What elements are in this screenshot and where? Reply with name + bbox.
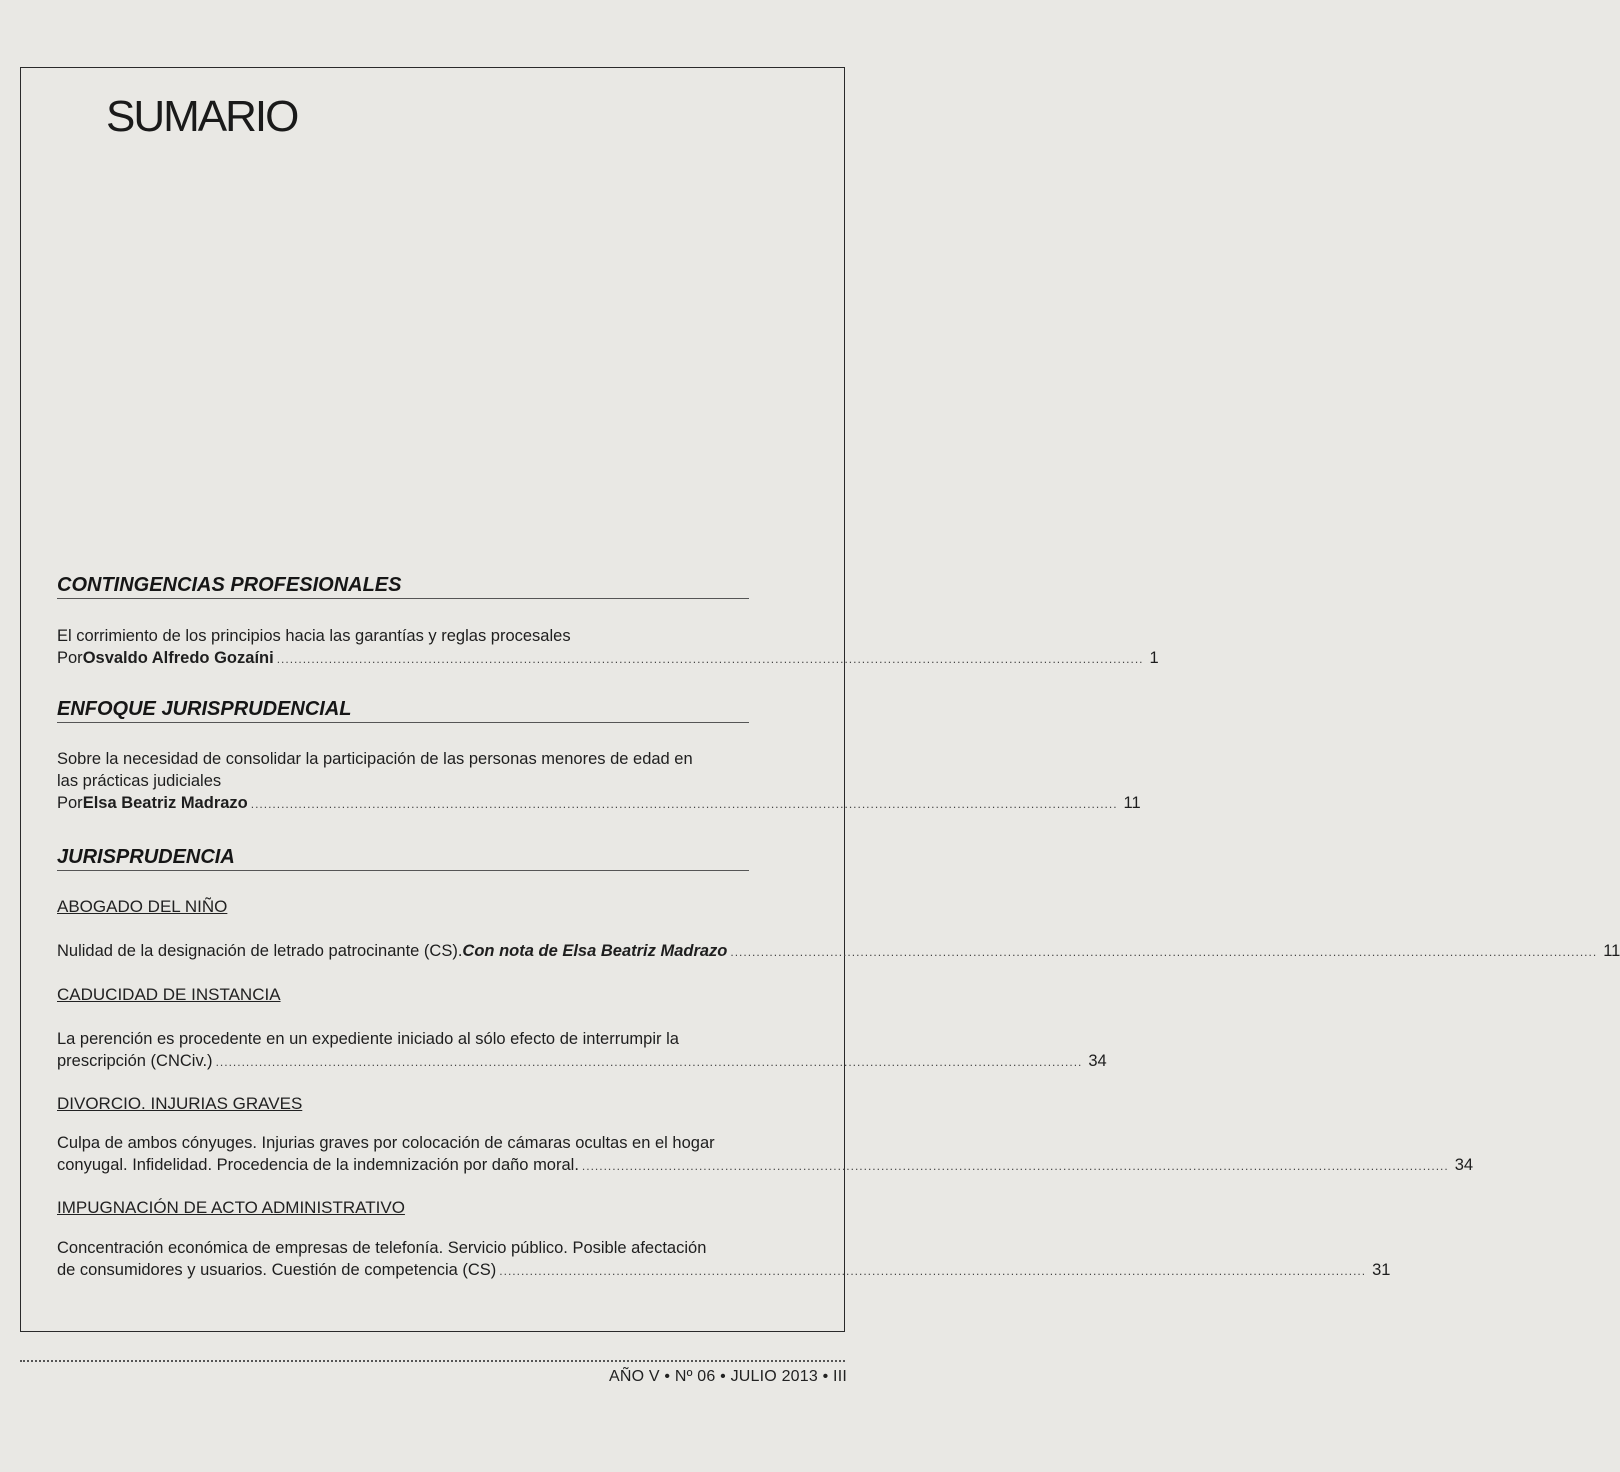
entry-title-line2: conyugal. Infidelidad. Procedencia de la indemnización por daño moral.	[57, 1156, 579, 1174]
entry-title: El corrimiento de los principios hacia las garantías y reglas procesales	[57, 627, 571, 645]
toc-entry[interactable]	[57, 940, 1620, 963]
entry-by: Por	[57, 794, 83, 812]
entry-page: 34	[1088, 1052, 1107, 1070]
dot-leader: ........................................................................................................................................................................................................	[499, 1264, 1367, 1278]
entry-by: Por	[57, 649, 83, 667]
entry-page: 11	[1123, 794, 1141, 812]
entry-title-line1: Sobre la necesidad de consolidar la participación de las personas menores de edad en	[57, 750, 693, 768]
entry-page: 1	[1149, 649, 1159, 667]
section-heading-contingencias: CONTINGENCIAS PROFESIONALES	[57, 574, 749, 599]
section-heading-jurisprudencia: JURISPRUDENCIA	[57, 846, 749, 871]
subsection-divorcio-injurias-graves: DIVORCIO. INJURIAS GRAVES	[57, 1094, 303, 1113]
toc-entry[interactable]	[57, 1237, 1391, 1282]
entry-title-line2: prescripción (CNCiv.)	[57, 1052, 213, 1070]
entry-title-line1: Culpa de ambos cónyuges. Injurias graves por colocación de cámaras ocultas en el hogar	[57, 1134, 715, 1152]
toc-entry[interactable]	[57, 1028, 1107, 1073]
subsection-impugnacion-acto-administrativo: IMPUGNACIÓN DE ACTO ADMINISTRATIVO	[57, 1198, 405, 1217]
dot-leader: ........................................................................................................................................................................................................	[215, 1055, 1083, 1069]
entry-page: 34	[1454, 1156, 1474, 1174]
subsection-caducidad-de-instancia: CADUCIDAD DE INSTANCIA	[57, 985, 281, 1004]
dot-leader: ........................................................................................................................................................................................................	[581, 1159, 1449, 1173]
footer-divider	[20, 1360, 845, 1362]
entry-author: Elsa Beatriz Madrazo	[82, 794, 248, 812]
entry-title-line2: de consumidores y usuarios. Cuestión de competencia (CS)	[57, 1261, 497, 1279]
entry-note: Con nota de Elsa Beatriz Madrazo	[462, 942, 728, 960]
entry-title-line1: La perención es procedente en un expediente iniciado al sólo efecto de interrumpir la	[57, 1030, 679, 1048]
dot-leader: ........................................................................................................................................................................................................	[276, 652, 1144, 666]
entry-page: 31	[1372, 1261, 1391, 1279]
dot-leader: ........................................................................................................................................................................................................	[250, 797, 1118, 811]
entry-title: Nulidad de la designación de letrado patrocinante (CS).	[57, 942, 463, 960]
toc-entry[interactable]	[57, 748, 1141, 815]
entry-author: Osvaldo Alfredo Gozaíni	[82, 649, 274, 667]
page-title: SUMARIO	[106, 92, 298, 141]
dot-leader: ........................................................................................................................................................................................................	[730, 945, 1598, 959]
entry-title-line2: las prácticas judiciales	[57, 772, 222, 790]
toc-entry[interactable]	[57, 625, 1159, 670]
entry-title-line1: Concentración económica de empresas de telefonía. Servicio público. Posible afectación	[57, 1239, 707, 1257]
subsection-abogado-del-nino: ABOGADO DEL NIÑO	[57, 897, 228, 916]
footer-issue-info: AÑO V • Nº 06 • JULIO 2013 • III	[608, 1368, 847, 1385]
entry-page: 11	[1603, 942, 1620, 960]
toc-entry[interactable]	[57, 1132, 1474, 1177]
section-heading-enfoque: ENFOQUE JURISPRUDENCIAL	[57, 698, 749, 723]
